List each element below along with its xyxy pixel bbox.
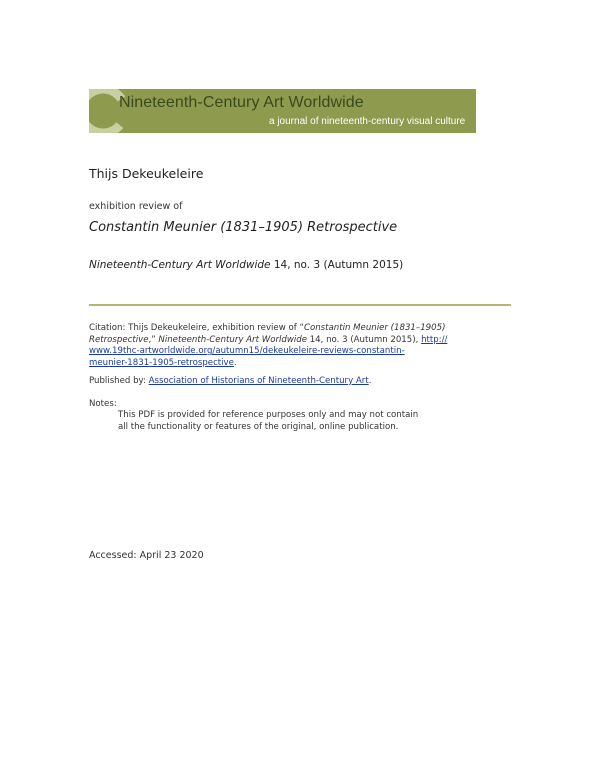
citation <box>89 323 479 369</box>
citation-title: Constantin Meunier (1831–1905) Retrospective <box>89 323 446 345</box>
review-label: exhibition review of <box>89 201 183 212</box>
published-label: Published by: <box>89 376 149 386</box>
citation-journal: Nineteenth-Century Art Worldwide <box>158 334 307 345</box>
citation-after-title: ,” <box>148 334 159 345</box>
notes-text <box>118 410 428 433</box>
citation-url-line3: meunier-1831-1905-retrospective <box>89 357 234 368</box>
published-end: . <box>368 376 372 386</box>
journal-banner <box>89 89 476 133</box>
divider <box>89 304 511 306</box>
notes-line2: all the functionality or features of the original, online publication. <box>118 421 399 432</box>
journal-line <box>89 259 403 271</box>
publisher-link[interactable]: Association of Historians of Nineteenth-Century Art <box>148 376 369 386</box>
journal-issue: 14, no. 3 (Autumn 2015) <box>270 259 404 271</box>
citation-end: . <box>233 357 237 368</box>
journal-name: Nineteenth-Century Art Worldwide <box>89 259 271 271</box>
banner-subtitle: a journal of nineteenth-century visual culture <box>269 116 466 127</box>
notes-line1: This PDF is provided for reference purposes only and may not contain <box>118 410 419 420</box>
accessed-date: Accessed: April 23 2020 <box>89 550 204 561</box>
notes-label: Notes: <box>89 399 117 409</box>
citation-url-line2: www.19thc-artworldwide.org/autumn15/dekeukeleire-reviews-constantin- <box>89 346 405 357</box>
banner-title: Nineteenth-Century Art Worldwide <box>119 94 364 111</box>
citation-url-line1: http:// <box>421 334 448 345</box>
citation-issue: 14, no. 3 (Autumn 2015), <box>306 334 422 345</box>
author-name: Thijs Dekeukeleire <box>89 166 204 181</box>
exhibition-title: Constantin Meunier (1831–1905) Retrospective <box>89 220 398 235</box>
published-by <box>89 376 371 386</box>
citation-prefix: Citation: Thijs Dekeukeleire, exhibition review of “ <box>89 323 304 333</box>
